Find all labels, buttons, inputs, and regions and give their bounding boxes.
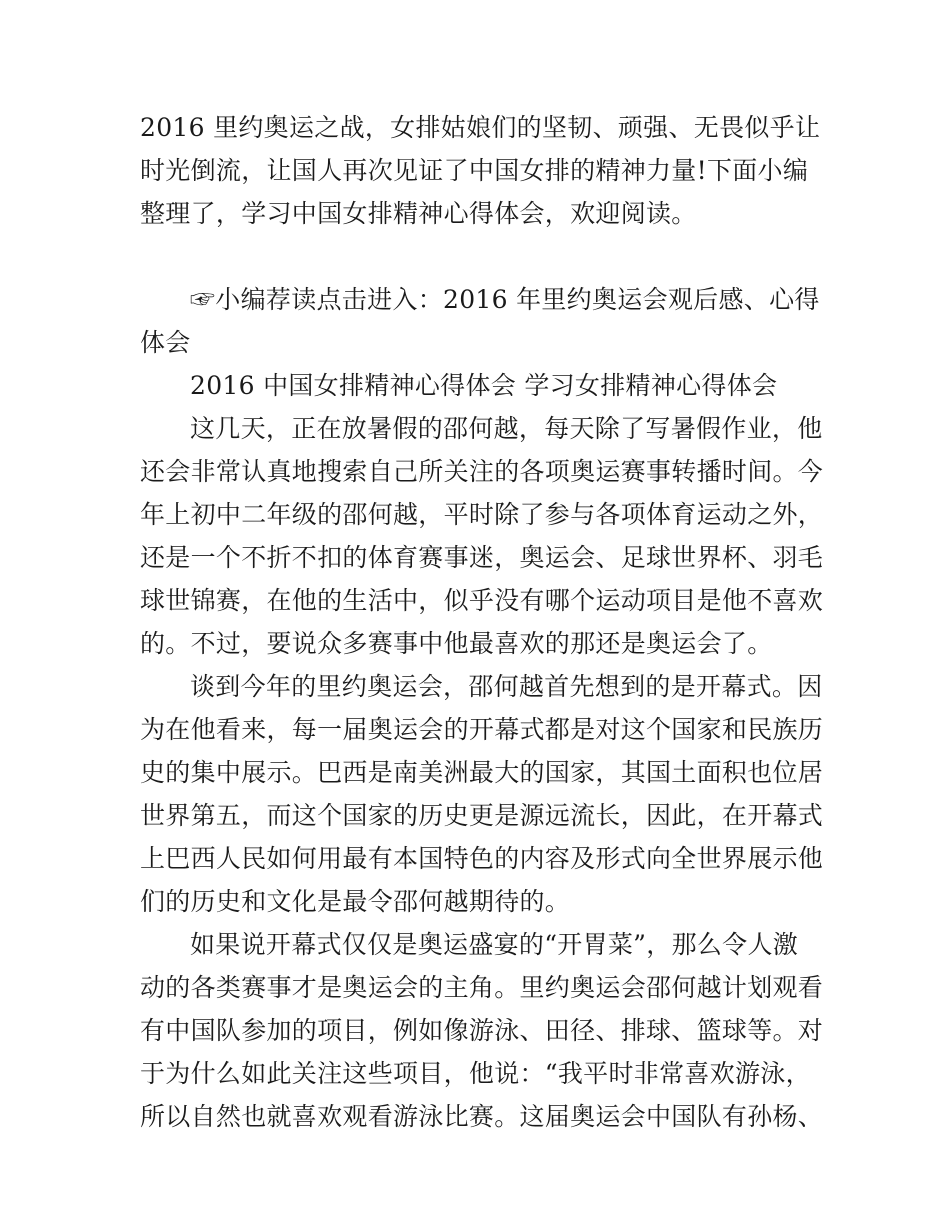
- document-page: [140, 106, 824, 1138]
- text-line: 上巴西人民如何用最有本国特色的内容及形式向全世界展示他: [140, 844, 824, 873]
- recommend-link[interactable]: ☞小编荐读点击进入：2016 年里约奥运会观后感、心得: [190, 285, 820, 314]
- recommend-link-paragraph[interactable]: [140, 278, 820, 364]
- text-line: 谈到今年的里约奥运会，邵何越首先想到的是开幕式。因: [190, 672, 823, 701]
- text-line: 还是一个不折不扣的体育赛事迷，奥运会、足球世界杯、羽毛: [140, 543, 824, 572]
- text-line: 动的各类赛事才是奥运会的主角。里约奥运会邵何越计划观看: [140, 973, 824, 1002]
- article-subtitle: 2016 中国女排精神心得体会 学习女排精神心得体会: [190, 371, 778, 400]
- recommend-link-continuation[interactable]: 体会: [140, 328, 191, 357]
- text-line: 为在他看来，每一届奥运会的开幕式都是对这个国家和民族历: [140, 715, 824, 744]
- text-line: 这几天，正在放暑假的邵何越，每天除了写暑假作业，他: [190, 414, 823, 443]
- text-line: 于为什么如此关注这些项目，他说：“我平时非常喜欢游泳，: [140, 1059, 811, 1088]
- text-line: 有中国队参加的项目，例如像游泳、田径、排球、篮球等。对: [140, 1016, 824, 1045]
- text-line: 时光倒流，让国人再次见证了中国女排的精神力量!下面小编: [140, 156, 809, 185]
- text-line: 的。不过，要说众多赛事中他最喜欢的那还是奥运会了。: [140, 629, 773, 658]
- body-paragraph-2: [140, 665, 824, 923]
- paragraph-gap: [140, 235, 812, 278]
- text-line: 球世锦赛，在他的生活中，似乎没有哪个运动项目是他不喜欢: [140, 586, 824, 615]
- text-line: 世界第五，而这个国家的历史更是源远流长，因此，在开幕式: [140, 801, 824, 830]
- intro-paragraph: [140, 106, 821, 235]
- text-line: 整理了，学习中国女排精神心得体会，欢迎阅读。: [140, 199, 697, 228]
- text-line: 所以自然也就喜欢观看游泳比赛。这届奥运会中国队有孙杨、: [140, 1102, 824, 1131]
- text-line: 如果说开幕式仅仅是奥运盛宴的“开胃菜”，那么令人激: [190, 930, 799, 959]
- text-line: 年上初中二年级的邵何越，平时除了参与各项体育运动之外，: [140, 500, 824, 529]
- text-line: 2016 里约奥运之战，女排姑娘们的坚韧、顽强、无畏似乎让: [140, 113, 821, 142]
- body-paragraph-3: [140, 923, 824, 1138]
- text-line: 们的历史和文化是最令邵何越期待的。: [140, 887, 571, 916]
- body-paragraph-1: [140, 407, 824, 665]
- text-line: 还会非常认真地搜索自己所关注的各项奥运赛事转播时间。今: [140, 457, 824, 486]
- text-line: 史的集中展示。巴西是南美洲最大的国家，其国土面积也位居: [140, 758, 824, 787]
